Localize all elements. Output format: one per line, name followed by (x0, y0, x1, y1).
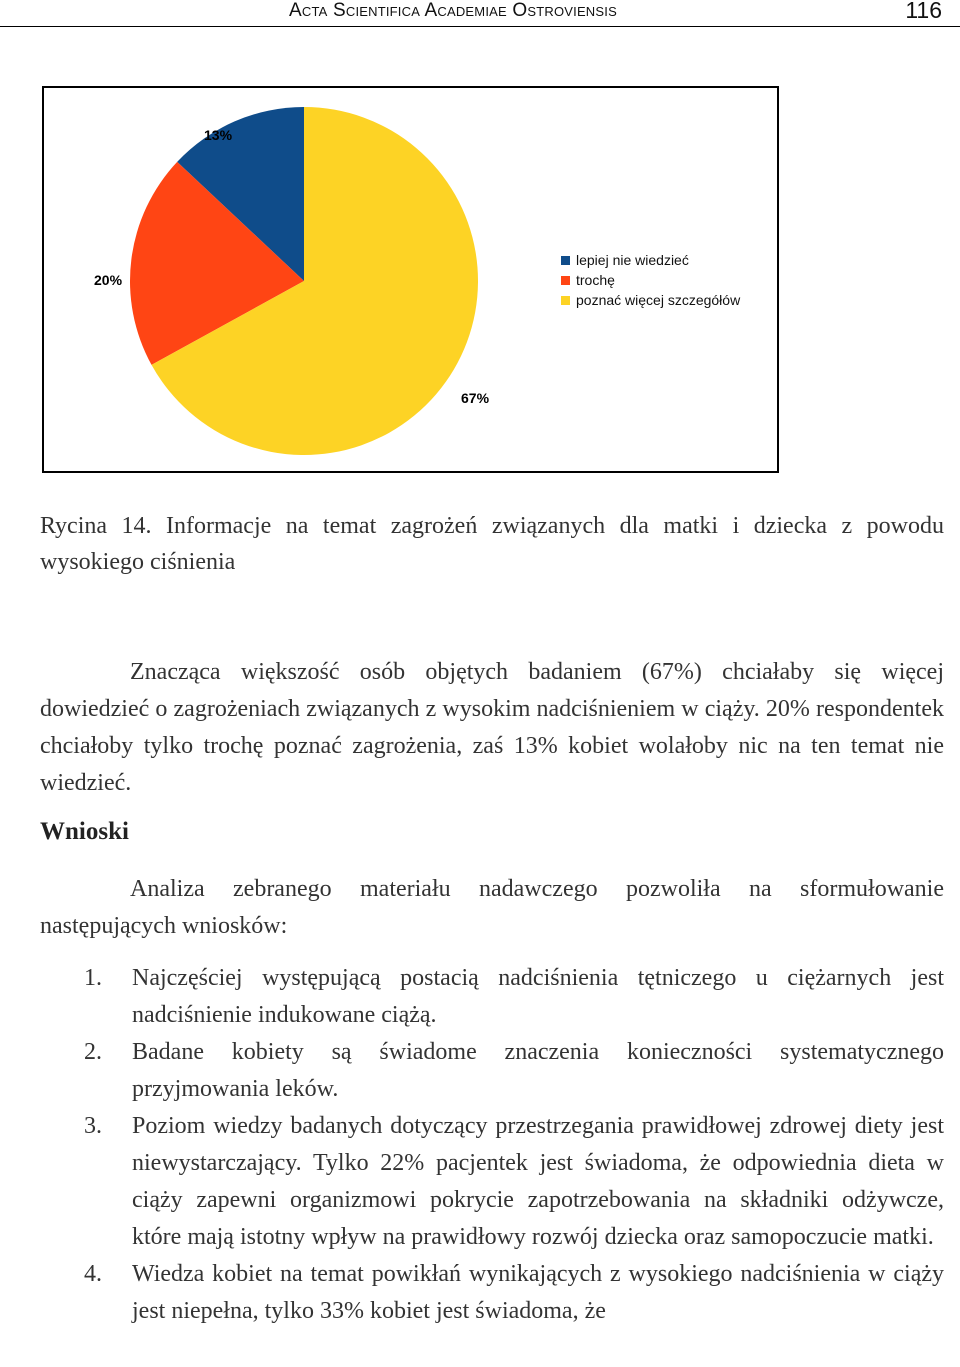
list-number: 4. (84, 1261, 102, 1287)
slice-label-2: 67% (461, 390, 490, 406)
legend-label-2: poznać więcej szczegółów (576, 292, 741, 308)
conclusions-list (40, 960, 944, 1330)
list-item (40, 1256, 944, 1330)
list-text: Najczęściej występującą postacią nadciśnienia tętniczego u ciężarnych jest nadciśnienie indukowane ciążą. (132, 965, 944, 1028)
figure-caption: Rycina 14. Informacje na temat zagrożeń związanych dla matki i dziecka z powodu wysokiego ciśnienia (40, 513, 944, 575)
page-number: 116 (905, 0, 942, 23)
legend-item-0 (561, 250, 740, 270)
legend-swatch-0 (561, 256, 570, 265)
legend-item-1 (561, 270, 740, 290)
running-header (0, 0, 960, 27)
list-number: 2. (84, 1039, 102, 1065)
results-paragraph: Znacząca większość osób objętych badaniem (67%) chciałaby się więcej dowiedzieć o zagrożeniach związanych z wysokim nadciśnieniem w ciąży. 20% respondentek chciałoby tylko trochę poznać zagrożenia, zaś 13% kobiet wolałoby nic na ten temat nie wiedzieć. (40, 659, 944, 796)
list-text: Wiedza kobiet na temat powikłań wynikających z wysokiego nadciśnienia w ciąży jest niepełna, tylko 33% kobiet jest świadoma, że (132, 1261, 944, 1324)
list-number: 1. (84, 965, 102, 991)
list-item (40, 1108, 944, 1256)
figure-pie-chart (42, 86, 779, 473)
list-text: Poziom wiedzy badanych dotyczący przestrzegania prawidłowej zdrowej diety jest niewystarczający. Tylko 22% pacjentek jest świadoma, że odpowiednia dieta w ciąży zapewni organizmowi pokrycie zapotrzebowania na składniki odżywcze, które mają istotny wpływ na prawidłowy rozwój dziecka oraz samopoczucie matki. (132, 1113, 944, 1250)
legend-swatch-2 (561, 296, 570, 305)
legend-label-1: trochę (576, 272, 615, 288)
conclusions-intro: Analiza zebranego materiału nadawczego pozwoliła na sformułowanie następujących wniosków: (40, 876, 944, 939)
slice-label-1: 20% (94, 272, 123, 288)
list-number: 3. (84, 1113, 102, 1139)
journal-title: Acta Scientifica Academiae Ostroviensis (289, 0, 617, 21)
legend-item-2 (561, 290, 740, 310)
list-text: Badane kobiety są świadome znaczenia konieczności systematycznego przyjmowania leków. (132, 1039, 944, 1102)
legend-label-0: lepiej nie wiedzieć (576, 252, 689, 268)
chart-legend (561, 250, 740, 310)
list-item (40, 960, 944, 1034)
list-item (40, 1034, 944, 1108)
section-heading-conclusions: Wnioski (40, 818, 129, 845)
slice-label-0: 13% (204, 127, 233, 143)
legend-swatch-1 (561, 276, 570, 285)
